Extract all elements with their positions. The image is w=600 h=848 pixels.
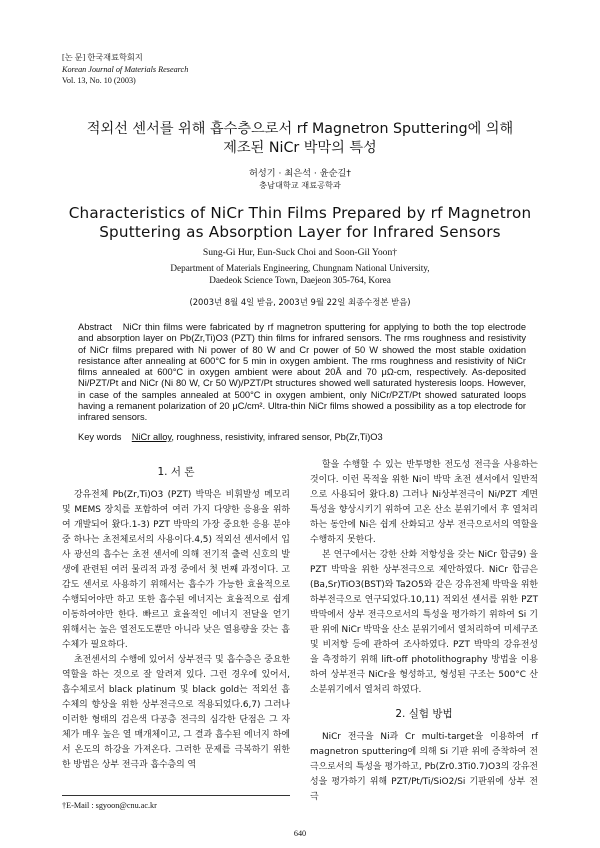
journal-volume: Vol. 13, No. 10 (2003) [62,76,136,85]
korean-title-line2: 제조된 NiCr 박막의 특성 [223,140,377,156]
abstract-text: NiCr thin films were fabricated by rf magnetron sputtering for applying to both the top electrode and absorption layer on Pb(Zr,Ti)O3 (PZT) thin films for infrared sensors. The rms roughness and resistivity of NiCr films prepared with Ni power of 80 W and Cr power of 50 W showed the most stable oxidation resistance after annealing at 600°C for 5 min in oxygen ambient. The rms roughness and resistivity of NiCr films annealed at 600°C in oxygen ambient were about 20Å and 70 μΩ-cm, respectively. As-deposited Ni/PZT/Pt and NiCr (Ni 80 W, Cr 50 W)/PZT/Pt structures showed well saturated hysteresis loops. However, in case of the samples annealed at 500°C in oxygen ambient, only NiCr/PZT/Pt showed saturated loops having a remanent polarization of 20 μC/cm². Ultra-thin NiCr films showed a possibility as a top electrode for infrared sensors. [78,322,526,423]
korean-title-line1: 적외선 센서를 위해 흡수층으로서 rf Magnetron Sputtering에 의해 [86,121,514,137]
keyword-first: NiCr alloy [131,432,172,442]
korean-affiliation: 충남대학교 재료공학과 [259,180,341,190]
received-dates: (2003년 8월 4일 받음, 2003년 9월 22일 최종수정본 받음) [189,297,411,307]
section-2-heading: 2. 실험 방법 [395,708,453,720]
left-column [62,456,290,773]
korean-authors: 허성기 · 최은석 · 윤순길† [249,168,351,179]
right-column [310,458,538,805]
english-authors: Sung-Gi Hur, Eun-Suck Choi and Soon-Gil Yoon† [202,247,398,258]
english-affiliation [0,262,600,286]
keywords-label: Key words [78,432,122,442]
korean-title [40,120,560,158]
abstract-label: Abstract [78,322,113,332]
keywords-rest: , roughness, resistivity, infrared sensor, Pb(Zr,Ti)O3 [171,432,383,442]
right-paragraph-2: 본 연구에서는 강한 산화 저항성을 갖는 NiCr 합금9) 을 PZT 박막을 위한 상부전극으로 제안하였다. NiCr 합금은 (Ba,Sr)TiO3(BST)와 Ta2O5와 같은 강유전체 박막을 위한 하부전극으로 연구되었다.10,11) 적외선 센서를 위한 PZT 박막에서 상부 전극으로서의 특성을 평가하기 위하여 Si 기판 위에 NiCr 박막을 산소 분위기에서 열처리하여 미세구조 및 비저항 등에 관하여 조사하였다. PZT 박막의 강유전성을 측정하기 위해 lift-off photolithography 방법을 이용하여 상부전극 NiCr을 형성하고, 형성된 구조는 500°C 산소분위기에서 열처리 하였다. [310,550,538,695]
abstract [78,322,526,424]
left-paragraph-2: 초전센서의 수행에 있어서 상부전극 및 흡수층은 중요한 역할을 하는 것으로 잘 알려져 있다. 그런 경우에 있어서, 흡수체로서 black platinum 및 black gold는 적외선 흡수체의 향상을 위한 상부전극으로 적용되었다.6,7) 그러나 이러한 형태의 검은색 다공층 전극의 심각한 단점은 그 자체가 매우 높은 열 매개체이고, 그 결과 흡수된 에너지 하에서 온도의 하강을 가져온다. 그러한 문제를 극복하기 위한 한 방법은 상부 전극과 흡수층의 역 [62,655,290,770]
footnote-email: †E-Mail : sgyoon@cnu.ac.kr [62,795,290,810]
english-affiliation-line1: Department of Materials Engineering, Chungnam National University, [170,263,430,273]
journal-name-english: Korean Journal of Materials Research [62,64,189,74]
english-title-line2: Sputtering as Absorption Layer for Infrared Sensors [99,223,501,241]
journal-name-korean: [논 문] 한국재료학회지 [62,53,143,62]
right-paragraph-3: NiCr 전극을 Ni과 Cr multi-target을 이용하여 rf magnetron sputtering에 의해 Si 기판 위에 증착하여 전극으로서의 특성을 평가하고, Pb(Zr0.3Ti0.7)O3의 강유전성을 평가하기 위해 PZT/Pt/Ti/SiO2/Si 기판위에 상부 전극 [310,732,538,802]
section-1-heading: 1. 서 론 [157,466,195,478]
left-paragraph-1: 강유전체 Pb(Zr,Ti)O3 (PZT) 박막은 비휘발성 메모리 및 MEMS 장치를 포함하여 여러 가지 다양한 응용을 위하여 개발되어 왔다.1-3) PZT 박막의 가장 중요한 응용 분야 중 하나는 초전체로서의 사용이다.4,5) 적외선 센서에서 입사 광선의 흡수는 초전 센서에 의해 전기적 출력 신호의 발생에 관련된 여러 물리적 과정 중에서 첫 번째 과정이다. 고감도 센서로 사용하기 위해서는 흡수가 가능한 효율적으로 수행되어야만 하고 또한 흡수된 에너지는 효율적으로 쉽게 이동하여야만 한다. 빠르고 효율적인 에너지 전달을 얻기 위해서는 높은 열전도도뿐만 아니라 낮은 열용량을 갖는 흡수체가 필요하다. [62,490,290,650]
keywords [78,432,526,442]
english-title [30,204,570,242]
right-paragraph-1: 할을 수행할 수 있는 반투명한 전도성 전극을 사용하는 것이다. 이런 목적을 위한 Ni이 박막 초전 센서에서 일반적으로 사용되어 왔다.8) 그러나 Ni상부전극이 Ni/PZT 계면특성을 향상시키기 위하여 고온 산소 분위기에서 후 열처리하는 동안에 Ni은 쉽게 산화되고 상부 전극으로서의 역할을 수행하지 못한다. [310,460,538,545]
english-title-line1: Characteristics of NiCr Thin Films Prepared by rf Magnetron [68,204,532,222]
page-number: 640 [293,829,307,838]
journal-info [62,52,188,87]
english-affiliation-line2: Daedeok Science Town, Daejeon 305-764, Korea [209,275,391,285]
